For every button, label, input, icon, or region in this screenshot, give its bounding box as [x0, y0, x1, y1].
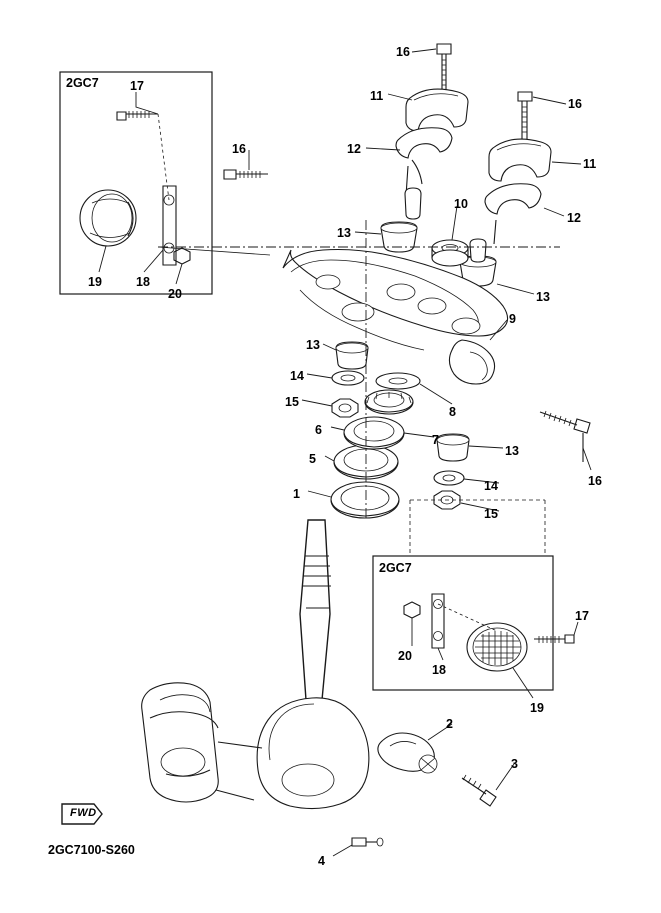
callout-16: 16	[568, 97, 582, 111]
callout-18: 18	[432, 663, 446, 677]
callout-14: 14	[290, 369, 304, 383]
callout-11: 11	[370, 89, 384, 103]
callout-5: 5	[309, 452, 316, 466]
callout-14: 14	[484, 479, 498, 493]
callout-19: 19	[530, 701, 544, 715]
callout-8: 8	[449, 405, 456, 419]
callout-9: 9	[509, 312, 516, 326]
callout-13: 13	[306, 338, 320, 352]
callout-19: 19	[88, 275, 102, 289]
inset-box-label-1: 2GC7	[66, 76, 99, 90]
callout-13: 13	[505, 444, 519, 458]
callout-7: 7	[432, 433, 439, 447]
callout-16: 16	[396, 45, 410, 59]
callout-3: 3	[511, 757, 518, 771]
callout-13: 13	[337, 226, 351, 240]
diagram-part-number: 2GC7100-S260	[48, 843, 135, 857]
callout-4: 4	[318, 854, 325, 868]
callout-17: 17	[130, 79, 144, 93]
callout-2: 2	[446, 717, 453, 731]
callout-11: 11	[583, 157, 597, 171]
callout-12: 12	[347, 142, 361, 156]
callout-16: 16	[588, 474, 602, 488]
callout-17: 17	[575, 609, 589, 623]
callout-10: 10	[454, 197, 468, 211]
callout-13: 13	[536, 290, 550, 304]
inset-box-label-2: 2GC7	[379, 561, 412, 575]
callout-20: 20	[168, 287, 182, 301]
callout-12: 12	[567, 211, 581, 225]
callout-20: 20	[398, 649, 412, 663]
callout-18: 18	[136, 275, 150, 289]
fwd-label: FWD	[70, 807, 97, 819]
callout-6: 6	[315, 423, 322, 437]
callout-15: 15	[484, 507, 498, 521]
callout-15: 15	[285, 395, 299, 409]
callout-1: 1	[293, 487, 300, 501]
callout-16: 16	[232, 142, 246, 156]
